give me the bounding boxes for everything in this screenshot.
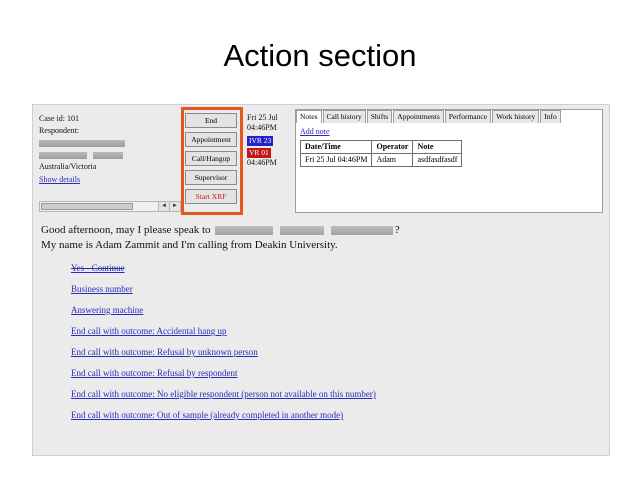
end-button[interactable]: End [185,113,237,128]
respondent-redacted-2 [39,149,157,160]
table-header-row [301,141,462,154]
tab-notes[interactable]: Notes [296,110,322,123]
status-time-column [247,113,293,168]
status-time-2: 04:46PM [247,158,277,167]
status-badge-ivr: IVR 23 [249,136,272,145]
tab-call-history[interactable]: Call history [323,110,366,123]
redaction-bar [215,226,273,235]
scroll-left-arrow-icon[interactable]: ◄ [158,202,169,211]
location-line: Australia/Victoria [39,162,97,171]
script-line-1 [41,223,461,238]
table-row [301,154,462,167]
script-line-2: My name is Adam Zammit and I'm calling from Deakin University. [41,239,338,251]
outcome-business-number[interactable]: Business number [71,284,133,294]
respondent-line [39,125,157,136]
outcome-refusal-by-respondent[interactable]: End call with outcome: Refusal by respondent [71,368,238,378]
outcome-answering-machine[interactable]: Answering machine [71,305,144,315]
case-details-panel [39,113,157,186]
horizontal-scrollbar[interactable] [39,201,181,212]
cell-operator: Adam [372,154,413,167]
column-header-datetime: Date/Time [301,141,372,154]
outcome-out-of-sample[interactable]: End call with outcome: Out of sample (already completed in another mode) [71,410,344,420]
outcome-link-list [71,263,591,431]
script-line-1-part-2: ? [394,224,400,236]
tab-work-history[interactable]: Work history [492,110,539,123]
call-script [41,223,461,253]
redaction-bar [39,140,125,147]
redaction-bar [280,226,324,235]
outcome-accidental-hangup[interactable]: End call with outcome: Accidental hang up [71,326,227,336]
respondent-label: Respondent: [39,126,79,135]
notes-table [300,140,462,167]
case-id-value: 101 [67,114,79,123]
tab-performance[interactable]: Performance [445,110,491,123]
notes-panel [295,109,603,213]
redaction-bar [93,152,123,159]
respondent-redacted-1 [39,137,157,148]
cell-note: asdfasdfasdf [413,154,462,167]
cell-datetime: Fri 25 Jul 04:46PM [301,154,372,167]
outcome-yes-continue[interactable]: Yes - Continue [71,263,125,273]
show-details-link[interactable]: Show details [39,175,81,184]
add-note-link[interactable]: Add note [300,127,330,136]
case-id-label: Case id: [39,114,65,123]
column-header-operator: Operator [372,141,413,154]
top-panel-area [33,105,609,215]
column-header-note: Note [413,141,462,154]
notes-tab-bar [296,110,602,123]
case-id-line [39,113,157,124]
redaction-bar [39,152,87,159]
tab-shifts[interactable]: Shifts [367,110,393,123]
outcome-no-eligible-respondent[interactable]: End call with outcome: No eligible respondent (person not available on this number) [71,389,376,399]
page-title: Action section [223,38,417,73]
redaction-bar [331,226,393,235]
tab-info[interactable]: Info [540,110,561,123]
script-line-1-part-1: Good afternoon, may I please speak to [41,224,211,236]
outcome-refusal-unknown-person[interactable]: End call with outcome: Refusal by unknown person [71,347,258,357]
status-time: 04:46PM [247,123,277,132]
tab-appointments[interactable]: Appointments [393,110,444,123]
call-hangup-button[interactable]: Call/Hangup [185,151,237,166]
status-badge-vr: VR 01 [249,148,269,157]
supervisor-button[interactable]: Supervisor [185,170,237,185]
scrollbar-thumb[interactable] [41,203,133,210]
start-xrf-button[interactable]: Start XRF [185,189,237,204]
show-details-line [39,174,157,185]
screenshot-frame [32,104,610,456]
appointment-button[interactable]: Appointment [185,132,237,147]
scroll-right-arrow-icon[interactable]: ► [169,202,180,211]
status-date: Fri 25 Jul [247,113,278,122]
action-buttons-group [185,113,239,208]
